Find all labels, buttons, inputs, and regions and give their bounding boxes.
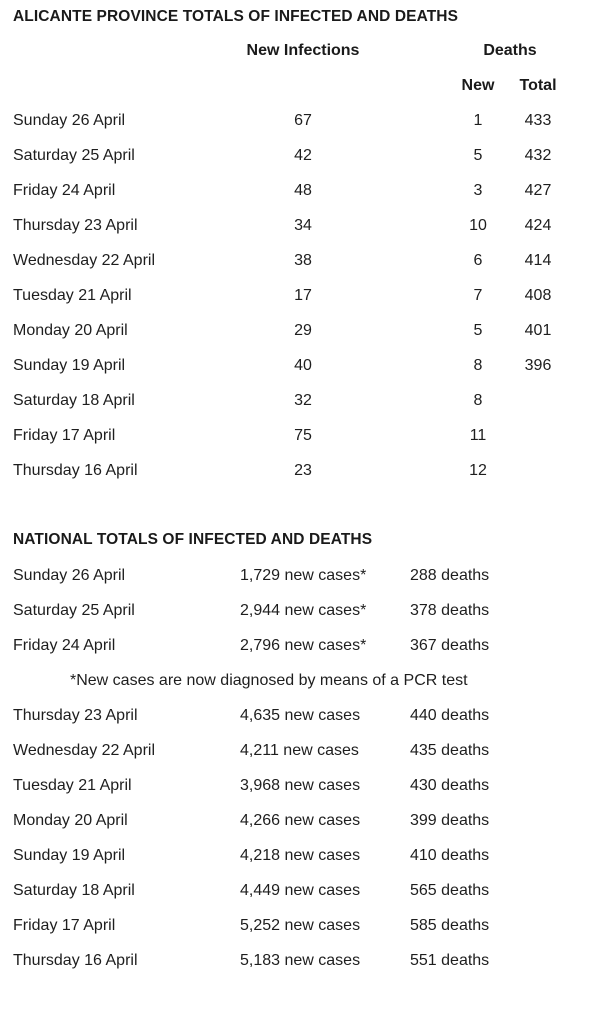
- column-header-deaths-new: New: [461, 77, 495, 94]
- row-deaths-new: 3: [473, 182, 483, 199]
- row-date: Friday 24 April: [13, 182, 116, 199]
- row-date: Saturday 18 April: [13, 392, 135, 409]
- spacer: [366, 418, 450, 453]
- alicante-header-row-sub: [13, 68, 600, 103]
- spacer: [366, 313, 450, 348]
- row-date: Thursday 16 April: [13, 462, 138, 479]
- row-deaths-total: 427: [524, 182, 552, 199]
- spacer: [366, 103, 450, 138]
- national-footnote-row: [13, 663, 600, 698]
- row-new-infections: 67: [294, 112, 312, 129]
- alicante-table-row: [13, 348, 600, 383]
- row-deaths-total: 401: [524, 322, 552, 339]
- row-cases: 4,211 new cases: [240, 742, 359, 759]
- row-new-infections: 75: [294, 427, 312, 444]
- row-deaths-new: 5: [473, 147, 483, 164]
- row-deaths-new: 10: [469, 217, 487, 234]
- national-section-title: NATIONAL TOTALS OF INFECTED AND DEATHS: [13, 531, 373, 548]
- row-deaths-total: 432: [524, 147, 552, 164]
- national-table-row: [13, 873, 600, 908]
- row-cases: 4,635 new cases: [240, 707, 361, 724]
- row-cases: 4,449 new cases: [240, 882, 361, 899]
- row-date: Tuesday 21 April: [13, 287, 132, 304]
- spacer: [366, 173, 450, 208]
- row-date: Saturday 18 April: [13, 882, 135, 899]
- row-date: Friday 24 April: [13, 637, 116, 654]
- row-deaths: 435 deaths: [410, 742, 490, 759]
- row-new-infections: 29: [294, 322, 312, 339]
- spacer: [366, 453, 450, 488]
- row-date: Sunday 26 April: [13, 112, 126, 129]
- row-deaths-total: 424: [524, 217, 552, 234]
- row-deaths: 551 deaths: [410, 952, 490, 969]
- row-deaths-total: 408: [524, 287, 552, 304]
- row-date: Saturday 25 April: [13, 602, 135, 619]
- alicante-table-row: [13, 313, 600, 348]
- spacer: [13, 33, 240, 68]
- alicante-section-title: ALICANTE PROVINCE TOTALS OF INFECTED AND DEATHS: [13, 8, 459, 25]
- alicante-table-row: [13, 418, 600, 453]
- row-cases: 2,944 new cases*: [240, 602, 367, 619]
- row-date: Sunday 26 April: [13, 567, 126, 584]
- row-deaths: 378 deaths: [410, 602, 490, 619]
- row-cases: 4,266 new cases: [240, 812, 361, 829]
- row-new-infections: 34: [294, 217, 312, 234]
- row-date: Friday 17 April: [13, 917, 116, 934]
- alicante-table: [13, 33, 600, 488]
- alicante-table-row: [13, 103, 600, 138]
- row-deaths-new: 6: [473, 252, 483, 269]
- national-table-row: [13, 803, 600, 838]
- row-deaths: 585 deaths: [410, 917, 490, 934]
- row-date: Wednesday 22 April: [13, 252, 156, 269]
- national-table: [13, 558, 600, 978]
- row-new-infections: 48: [294, 182, 312, 199]
- row-deaths: 565 deaths: [410, 882, 490, 899]
- row-date: Saturday 25 April: [13, 147, 135, 164]
- national-table-row: [13, 908, 600, 943]
- row-deaths-new: 12: [469, 462, 487, 479]
- spacer: [366, 138, 450, 173]
- column-header-deaths: Deaths: [483, 42, 537, 59]
- pcr-footnote: *New cases are now diagnosed by means of a PCR test: [70, 672, 468, 689]
- row-date: Friday 17 April: [13, 427, 116, 444]
- national-table-row: [13, 593, 600, 628]
- national-table-row: [13, 698, 600, 733]
- row-deaths: 430 deaths: [410, 777, 490, 794]
- alicante-table-row: [13, 453, 600, 488]
- alicante-header-row-groups: [13, 33, 600, 68]
- national-table-row: [13, 733, 600, 768]
- spacer: [366, 348, 450, 383]
- row-deaths-total: [506, 453, 570, 488]
- national-table-row: [13, 628, 600, 663]
- alicante-table-row: [13, 208, 600, 243]
- column-header-deaths-total: Total: [519, 77, 557, 94]
- row-cases: 4,218 new cases: [240, 847, 361, 864]
- column-header-new-infections: New Infections: [246, 42, 360, 59]
- row-deaths-total: [506, 383, 570, 418]
- row-date: Tuesday 21 April: [13, 777, 132, 794]
- row-deaths-new: 8: [473, 392, 483, 409]
- row-date: Sunday 19 April: [13, 357, 126, 374]
- national-table-row: [13, 768, 600, 803]
- row-deaths-new: 7: [473, 287, 483, 304]
- row-date: Monday 20 April: [13, 322, 128, 339]
- row-date: Monday 20 April: [13, 812, 128, 829]
- row-new-infections: 42: [294, 147, 312, 164]
- row-date: Sunday 19 April: [13, 847, 126, 864]
- row-cases: 2,796 new cases*: [240, 637, 367, 654]
- row-new-infections: 38: [294, 252, 312, 269]
- national-table-row: [13, 558, 600, 593]
- spacer: [366, 278, 450, 313]
- row-deaths-new: 5: [473, 322, 483, 339]
- alicante-table-row: [13, 383, 600, 418]
- row-cases: 1,729 new cases*: [240, 567, 367, 584]
- row-new-infections: 40: [294, 357, 312, 374]
- alicante-table-row: [13, 138, 600, 173]
- alicante-table-row: [13, 173, 600, 208]
- national-table-row: [13, 838, 600, 873]
- row-new-infections: 32: [294, 392, 312, 409]
- row-date: Thursday 23 April: [13, 217, 138, 234]
- row-deaths-new: 11: [469, 427, 487, 444]
- alicante-table-row: [13, 243, 600, 278]
- row-deaths: 410 deaths: [410, 847, 490, 864]
- row-date: Wednesday 22 April: [13, 742, 156, 759]
- spacer: [13, 68, 450, 103]
- row-deaths-total: 414: [524, 252, 552, 269]
- row-new-infections: 23: [294, 462, 312, 479]
- row-new-infections: 17: [294, 287, 312, 304]
- row-cases: 5,252 new cases: [240, 917, 361, 934]
- row-deaths-total: 433: [524, 112, 552, 129]
- row-deaths: 399 deaths: [410, 812, 490, 829]
- row-deaths-total: 396: [524, 357, 552, 374]
- row-date: Thursday 23 April: [13, 707, 138, 724]
- spacer: [366, 383, 450, 418]
- national-table-row: [13, 943, 600, 978]
- spacer: [366, 208, 450, 243]
- row-deaths: 440 deaths: [410, 707, 490, 724]
- spacer: [366, 243, 450, 278]
- row-date: Thursday 16 April: [13, 952, 138, 969]
- row-deaths-new: 1: [473, 112, 483, 129]
- row-deaths-total: [506, 418, 570, 453]
- row-deaths: 367 deaths: [410, 637, 490, 654]
- spacer: [366, 33, 450, 68]
- row-deaths-new: 8: [473, 357, 483, 374]
- alicante-table-row: [13, 278, 600, 313]
- row-cases: 5,183 new cases: [240, 952, 361, 969]
- row-deaths: 288 deaths: [410, 567, 490, 584]
- row-cases: 3,968 new cases: [240, 777, 361, 794]
